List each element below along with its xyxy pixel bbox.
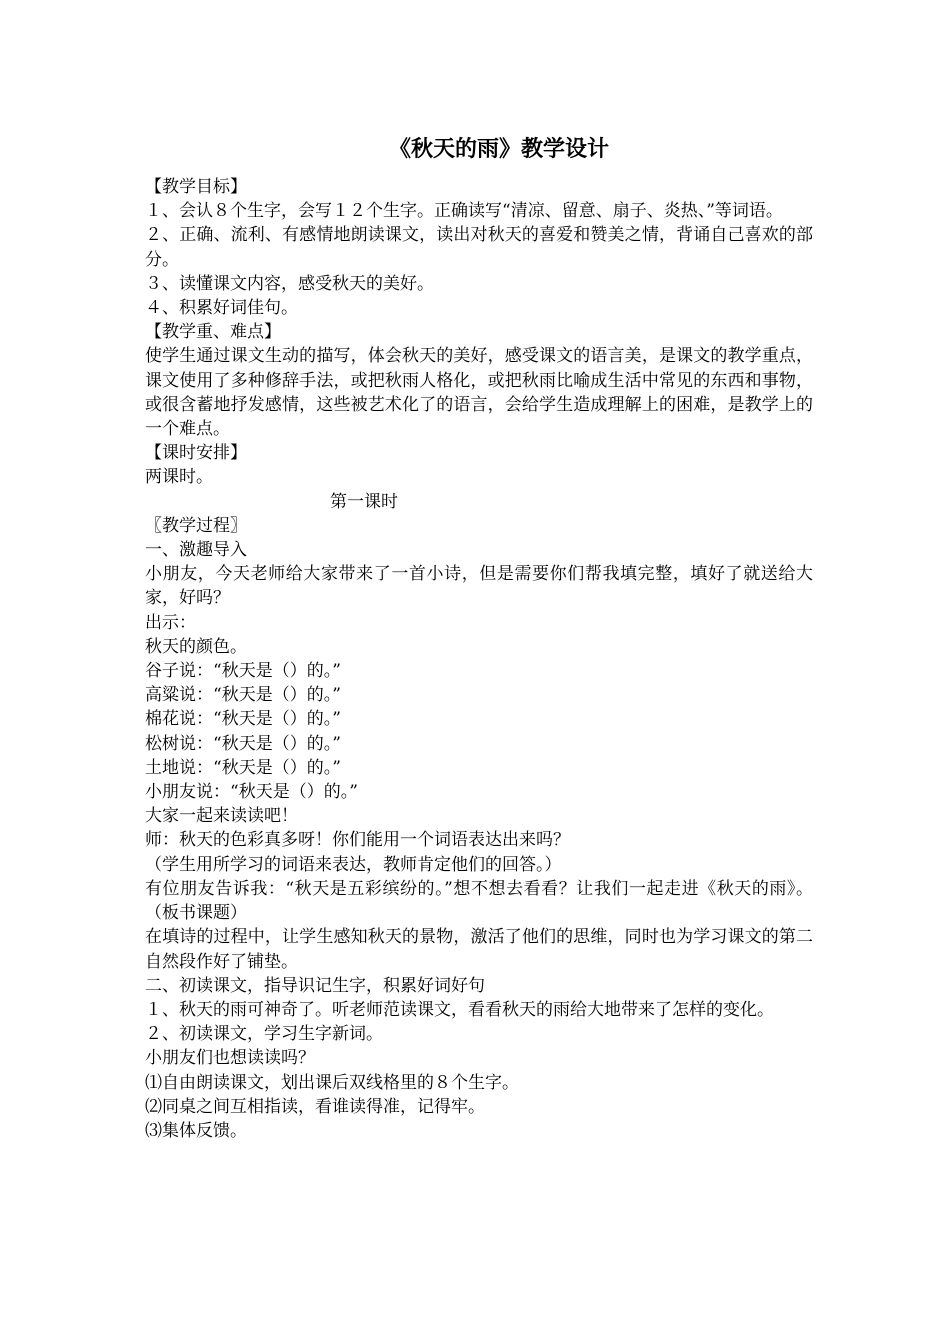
page-title: 《秋天的雨》教学设计 (388, 137, 609, 162)
schedule-text: 两课时。 (145, 467, 213, 488)
paragraph-line: （学生用所学习的词语来表达，教师肯定他们的回答。） (145, 854, 562, 875)
keypoints-paragraph: 使学生通过课文生动的描写，体会秋天的美好，感受课文的语言美，是课文的教学重点，课文使用了多种修辞手法，或把秋雨人格化，或把秋雨比喻成生活中常见的东西和事物，或很含蓄地抒发感情，这些被艺术化了的语言，会给学生造成理解上的困难，是教学上的一个难点。 (145, 346, 813, 440)
objective-2: ２、正确、流利、有感情地朗读课文，读出对秋天的喜爱和赞美之情，背诵自己喜欢的部分。 (145, 225, 813, 270)
paragraph-line: 大家一起来读读吧！ (145, 806, 298, 827)
list-item: ⑶集体反馈。 (145, 1120, 247, 1141)
paragraph-line: ２、初读课文，学习生字新词。 (145, 1024, 383, 1045)
poem-line: 土地说：“秋天是（）的。” (145, 757, 341, 778)
objective-1: １、会认８个生字，会写１２个生字。正确读写“清凉、留意、扇子、炎热、”等词语。 (145, 201, 783, 222)
paragraph-line: １、秋天的雨可神奇了。听老师范读课文，看看秋天的雨给大地带来了怎样的变化。 (145, 999, 774, 1020)
section-heading-schedule: 【课时安排】 (145, 443, 247, 464)
paragraph-line: 有位朋友告诉我：“秋天是五彩缤纷的。”想不想去看看？让我们一起走进《秋天的雨》。（板书课题） (145, 878, 813, 924)
section-heading-objectives: 【教学目标】 (145, 177, 247, 197)
document-page (145, 135, 813, 1143)
list-item: ⑴自由朗读课文，划出课后双线格里的８个生字。 (145, 1072, 519, 1093)
paragraph-line: 师：秋天的色彩真多呀！你们能用一个词语表达出来吗？ (145, 830, 570, 851)
paragraph-line: 小朋友们也想读读吗？ (145, 1048, 315, 1069)
section-heading-process: 〖教学过程〗 (145, 515, 247, 536)
poem-line: 小朋友说：“秋天是（）的。” (145, 782, 358, 803)
list-item: ⑵同桌之间互相指读，看谁读得准，记得牢。 (145, 1096, 485, 1117)
paragraph-line: 在填诗的过程中，让学生感知秋天的景物，激活了他们的思维，同时也为学习课文的第二自然段作好了铺垫。 (145, 927, 813, 972)
poem-title: 秋天的颜色。 (145, 636, 247, 657)
objective-3: ３、读懂课文内容，感受秋天的美好。 (145, 273, 434, 294)
step-heading-2: 二、初读课文，指导识记生字，积累好词好句 (145, 975, 485, 996)
paragraph-intro: 小朋友，今天老师给大家带来了一首小诗，但是需要你们帮我填完整，填好了就送给大家，好吗？ (145, 564, 813, 609)
objective-4: ４、积累好词佳句。 (145, 298, 298, 319)
step-heading-1: 一、激趣导入 (145, 540, 247, 561)
poem-line: 谷子说：“秋天是（）的。” (145, 661, 341, 682)
poem-line: 棉花说：“秋天是（）的。” (145, 709, 341, 730)
section-heading-keypoints: 【教学重、难点】 (145, 322, 281, 343)
poem-line: 高粱说：“秋天是（）的。” (145, 685, 341, 706)
lesson-subheading: 第一课时 (330, 491, 398, 512)
text-show: 出示： (145, 612, 196, 633)
poem-line: 松树说：“秋天是（）的。” (145, 733, 341, 754)
